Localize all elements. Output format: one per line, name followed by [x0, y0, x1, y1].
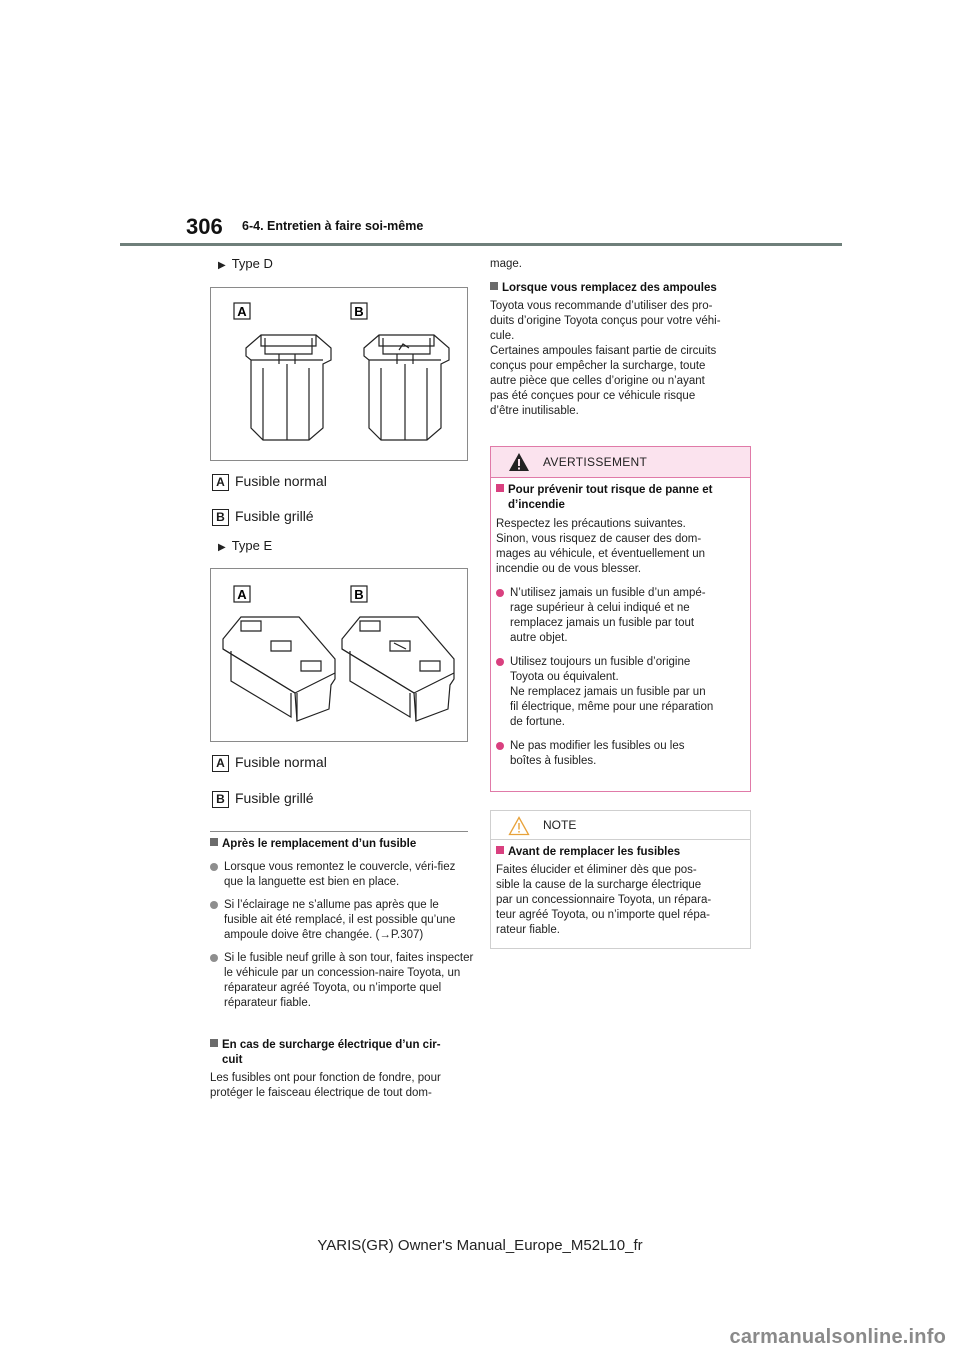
note-header — [491, 811, 750, 840]
warning-bullet-2: Utilisez toujours un fusible d’origine Toyota ou équivalent. Ne remplacez jamais un fusible par un fil électrique, même pour une réparation de fortune. — [496, 655, 745, 730]
square-bullet-icon — [496, 846, 504, 854]
legend-e-a: A Fusible normal — [212, 754, 327, 772]
warning-heading: Pour prévenir tout risque de panne et — [496, 483, 745, 498]
warning-intro: Respectez les précautions suivantes. Sinon, vous risquez de causer des dom- mages au véhicule, et éventuellement un incendie ou de vous blesser. — [496, 518, 706, 575]
square-bullet-icon — [210, 838, 218, 846]
bulbs-body: Toyota vous recommande d’utiliser des pro- duits d’origine Toyota conçus pour votre véhi- cule. Certaines ampoules faisant partie de circuits conçus pour empêcher la surcharge, toute autre pièce que celles d’origine ou n’ayant pas été conçues pour ce véhicule risque d’être inutilisable. — [490, 300, 721, 417]
fuse-type-d-illustration — [211, 288, 467, 460]
warning-triangle-icon — [508, 452, 530, 472]
legend-d-b: B Fusible grillé — [212, 508, 314, 526]
note-content — [491, 840, 750, 938]
overload-section: En cas de surcharge électrique d’un cir- cuit Les fusibles ont pour fonction de fondre, pour protéger le faisceau électrique de tout dom- — [210, 1038, 468, 1101]
section-divider — [210, 831, 468, 832]
warning-bullet-3: Ne pas modifier les fusibles ou les boîtes à fusibles. — [496, 739, 745, 769]
square-bullet-icon — [210, 1039, 218, 1047]
bulbs-section — [490, 281, 750, 419]
after-replace-bullet-1: Lorsque vous remontez le couvercle, véri-fiez que la languette est bien en place. — [210, 860, 474, 890]
overload-heading: En cas de surcharge électrique d’un cir- — [210, 1038, 468, 1053]
header-rule — [120, 243, 842, 246]
triangle-right-icon: ▶ — [218, 542, 226, 553]
warning-box — [490, 446, 751, 792]
warning-title: AVERTISSEMENT — [543, 455, 648, 469]
square-bullet-icon — [496, 484, 504, 492]
square-bullet-icon — [490, 282, 498, 290]
section-title: 6-4. Entretien à faire soi-même — [242, 219, 424, 233]
fig-d-label-a: A — [237, 304, 247, 319]
note-body: Faites élucider et éliminer dès que pos- sible la cause de la surcharge électrique par un concessionnaire Toyota, un répara- teur agréé Toyota, ou n’importe quel répa- rateur fiable. — [496, 864, 712, 936]
legend-d-a: A Fusible normal — [212, 473, 327, 491]
figure-type-d — [210, 287, 468, 461]
legend-e-b: B Fusible grillé — [212, 790, 314, 808]
overload-body: Les fusibles ont pour fonction de fondre, pour protéger le faisceau électrique de tout dom- — [210, 1072, 441, 1099]
warning-content: Pour prévenir tout risque de panne et d’incendie Respectez les précautions suivantes. Sinon, vous risquez de causer des dom- mages au véhicule, et éventuellement un incendie ou de vous blesser. N’utilisez jamais un fusible d’un ampé- rage supérieur à celui indiqué et ne remplacez jamais un fusible par tout autre objet. Utilisez toujours un fusible d’origine Toyota ou équivalent. Ne remplacez jamais un fusible par un fil électrique, même pour une réparation de fortune. Ne pas modifier les fusibles ou les boîtes à fusibles. — [491, 478, 750, 769]
figure-type-e — [210, 568, 468, 742]
type-e-label: ▶ Type E — [218, 538, 273, 553]
continued-text: mage. — [490, 258, 522, 270]
note-heading: Avant de remplacer les fusibles — [496, 845, 745, 860]
triangle-right-icon: ▶ — [218, 260, 226, 271]
after-replace-heading: Après le remplacement d’un fusible — [210, 837, 468, 852]
caution-triangle-icon — [508, 816, 530, 836]
note-title: NOTE — [543, 818, 577, 832]
warning-header — [491, 447, 750, 478]
warning-bullet-1: N’utilisez jamais un fusible d’un ampé- rage supérieur à celui indiqué et ne remplacez jamais un fusible par tout autre objet. — [496, 586, 745, 646]
bulbs-heading: Lorsque vous remplacez des ampoules — [490, 281, 750, 296]
after-replace-bullet-2: Si l’éclairage ne s’allume pas après que le fusible ait été remplacé, il est possible qu’une ampoule doive être changée. (→P.307) — [210, 898, 474, 943]
after-replace-section — [210, 837, 474, 1011]
fig-e-label-b: B — [354, 587, 364, 602]
type-d-label: ▶ Type D — [218, 256, 273, 271]
fig-d-label-b: B — [354, 304, 364, 319]
watermark: carmanualsonline.info — [729, 1326, 946, 1348]
footer-manual-id: YARIS(GR) Owner's Manual_Europe_M52L10_fr — [317, 1237, 643, 1254]
fuse-type-e-illustration — [211, 569, 467, 741]
note-box — [490, 810, 751, 949]
page-number: 306 — [186, 214, 223, 239]
fig-e-label-a: A — [237, 587, 247, 602]
after-replace-bullet-3: Si le fusible neuf grille à son tour, faites inspecter le véhicule par un concession-naire Toyota, un réparateur agréé Toyota, ou n’importe quel réparateur fiable. — [210, 951, 474, 1011]
